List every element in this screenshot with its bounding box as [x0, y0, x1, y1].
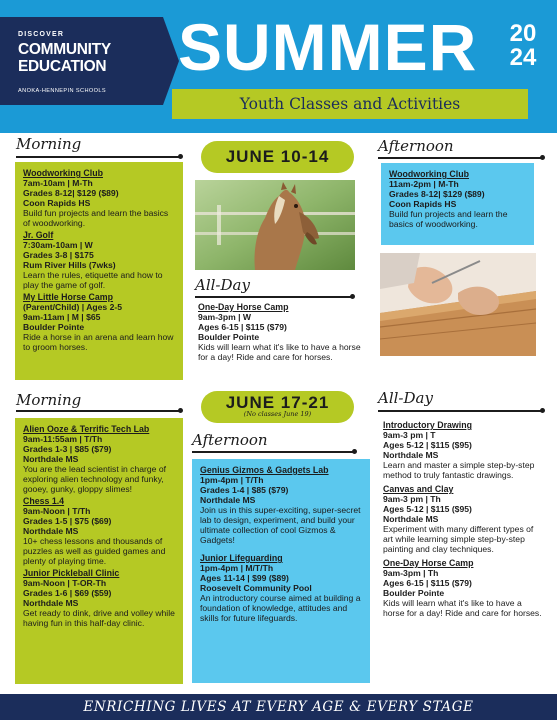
course-title[interactable]: Woodworking Club: [389, 169, 469, 179]
divider-line: [16, 156, 181, 158]
course-description: Learn and master a simple step-by-step method to truly fantastic drawings.: [383, 460, 535, 480]
course-description: You are the lead scientist in charge of exploring alien technology and funky, gooey, gunky, gloppy slimes!: [23, 464, 167, 494]
course-location: Coon Rapids HS: [23, 198, 91, 208]
divider-line: [378, 157, 543, 159]
page-title: SUMMER: [178, 10, 478, 84]
divider-dot: [178, 408, 183, 413]
course-schedule: 7:30am-10am | W: [23, 240, 93, 250]
course-title[interactable]: Woodworking Club: [23, 168, 103, 178]
week2-date: JUNE 17-21: [225, 393, 330, 412]
week1-morning-heading: Morning: [16, 135, 82, 153]
week2-morning-box: [15, 418, 183, 684]
course-description: Build fun projects and learn the basics of woodworking.: [389, 209, 508, 229]
course-title[interactable]: My Little Horse Camp: [23, 292, 113, 302]
course-description: Experiment with many different types of art while learning simple step-by-step painting and clay techniques.: [383, 524, 534, 554]
course-ages-price: Ages 11-14 | $99 ($89): [200, 573, 289, 583]
course-title[interactable]: Chess 1.4: [23, 496, 65, 506]
divider-line: [16, 410, 181, 412]
course-description: Build fun projects and learn the basics of woodworking.: [23, 208, 169, 228]
course-title[interactable]: One-Day Horse Camp: [383, 558, 474, 568]
course-grades-price: Grades 1-6 | $69 ($59): [23, 588, 112, 598]
course-grades-price: Grades 8-12| $129 ($89): [23, 188, 119, 198]
woodworking-photo: [380, 253, 536, 356]
week2-afternoon-heading: Afternoon: [192, 431, 268, 449]
page-subtitle: Youth Classes and Activities: [239, 95, 461, 113]
course-description: Get ready to dink, drive and volley while having fun in this half-day clinic.: [23, 608, 175, 628]
course-title[interactable]: Alien Ooze & Terrific Tech Lab: [23, 424, 150, 434]
course-card: [23, 424, 177, 494]
course-card: [23, 230, 177, 290]
course-location: Northdale MS: [23, 454, 79, 464]
course-schedule: 9am-3 pm | Th: [383, 494, 441, 504]
year-label: 2024: [509, 20, 537, 71]
course-description: Join us in this super-exciting, super-secret lab to design, experiment, and build your ultimate collection of cool Gizmos & Gadgets!: [200, 505, 361, 545]
week2-morning-heading: Morning: [16, 391, 82, 409]
course-ages-price: Ages 6-15 | $115 ($79): [383, 578, 472, 588]
course-grades-price: Grades 8-12| $129 ($89): [389, 189, 485, 199]
course-location: Boulder Pointe: [383, 588, 445, 598]
course-location: Northdale MS: [23, 526, 79, 536]
footer-banner: [0, 694, 557, 720]
course-location: Northdale MS: [23, 598, 79, 608]
course-title[interactable]: Junior Lifeguarding: [200, 553, 283, 563]
divider-dot: [178, 154, 183, 159]
course-title[interactable]: Introductory Drawing: [383, 420, 472, 430]
week2-allday-heading: All-Day: [378, 389, 433, 407]
course-card: [23, 496, 177, 566]
week1-allday-heading: All-Day: [195, 276, 250, 294]
course-location: Boulder Pointe: [198, 332, 260, 342]
course-card: [200, 553, 364, 623]
course-location: Boulder Pointe: [23, 322, 85, 332]
course-title[interactable]: Genius Gizmos & Gadgets Lab: [200, 465, 329, 475]
course-title[interactable]: Canvas and Clay: [383, 484, 454, 494]
logo-district: ANOKA-HENNEPIN SCHOOLS: [18, 88, 107, 94]
course-description: Learn the rules, etiquette and how to play the game of golf.: [23, 270, 163, 290]
footer-tagline: ENRICHING LIVES AT EVERY AGE & EVERY STAGE: [83, 699, 474, 715]
course-schedule: 11am-2pm | M-Th: [389, 179, 459, 189]
course-location: Northdale MS: [383, 514, 439, 524]
week1-date: JUNE 10-14: [225, 147, 330, 166]
subtitle-bar: [172, 89, 528, 119]
week1-allday-block: [192, 298, 372, 364]
week2-afternoon-box: [192, 459, 370, 683]
course-title[interactable]: Jr. Golf: [23, 230, 54, 240]
week1-afternoon-box: [381, 163, 534, 245]
course-title[interactable]: One-Day Horse Camp: [198, 302, 289, 312]
course-card: [23, 292, 177, 352]
divider-line: [192, 451, 355, 453]
divider-dot: [352, 449, 357, 454]
course-description: Ride a horse in an arena and learn how to groom horses.: [23, 332, 174, 352]
week1-afternoon-heading: Afternoon: [378, 137, 454, 155]
course-schedule: 1pm-4pm | T/Th: [200, 475, 264, 485]
course-location: Northdale MS: [383, 450, 439, 460]
course-grades-price: Grades 3-8 | $175: [23, 250, 94, 260]
community-education-logo: [0, 17, 163, 105]
course-description: An introductory course aimed at building a foundation of knowledge, attitudes and skills for future lifeguards.: [200, 593, 361, 623]
course-location: Roosevelt Community Pool: [200, 583, 312, 593]
week2-date-note: (No classes June 19): [243, 410, 312, 418]
divider-line: [378, 410, 543, 412]
course-ages-price: Ages 6-15 | $115 ($79): [198, 322, 287, 332]
course-card: [198, 302, 368, 362]
logo-discover: DISCOVER: [18, 31, 65, 38]
course-card: [383, 558, 545, 618]
course-card: [23, 168, 177, 228]
course-title[interactable]: Junior Pickleball Clinic: [23, 568, 120, 578]
course-schedule: 9am-Noon | T/Th: [23, 506, 91, 516]
course-grades-price: Grades 1-3 | $85 ($79): [23, 444, 112, 454]
course-ages-price: Ages 5-12 | $115 ($95): [383, 440, 472, 450]
course-card: [383, 484, 545, 554]
divider-dot: [540, 155, 545, 160]
course-card: [23, 568, 177, 628]
course-schedule: 9am-11:55am | T/Th: [23, 434, 103, 444]
course-description: Kids will learn what it's like to have a horse for a day! Ride and care for horses.: [383, 598, 542, 618]
course-grades-price: Grades 1-5 | $75 ($69): [23, 516, 112, 526]
course-ages-price: Ages 5-12 | $115 ($95): [383, 504, 472, 514]
week2-date-pill: [201, 391, 354, 423]
course-schedule: 9am-3pm | W: [198, 312, 252, 322]
logo-community-education: COMMUNITY EDUCATION: [18, 41, 111, 75]
divider-dot: [540, 408, 545, 413]
course-schedule: 1pm-4pm | M/T/Th: [200, 563, 274, 573]
course-schedule-price: 9am-11am | M | $65: [23, 312, 101, 322]
horse-photo: [195, 180, 355, 270]
course-schedule: 9am-3pm | Th: [383, 568, 439, 578]
course-description: Kids will learn what it's like to have a horse for a day! Ride and care for horses.: [198, 342, 361, 362]
course-location: Northdale MS: [200, 495, 256, 505]
course-location: Rum River Hills (7wks): [23, 260, 116, 270]
course-location: Coon Rapids HS: [389, 199, 457, 209]
course-description: 10+ chess lessons and thousands of puzzles as well as guided games and plenty of playing time.: [23, 536, 166, 566]
course-schedule: 9am-3 pm | T: [383, 430, 436, 440]
course-ages: (Parent/Child) | Ages 2-5: [23, 302, 123, 312]
course-schedule: 9am-Noon | T-OR-Th: [23, 578, 107, 588]
course-grades-price: Grades 1-4 | $85 ($79): [200, 485, 289, 495]
course-card: [389, 169, 528, 229]
course-card: [383, 420, 545, 480]
course-card: [200, 465, 364, 545]
week2-allday-block: [377, 416, 549, 620]
week1-morning-box: [15, 162, 183, 380]
course-schedule: 7am-10am | M-Th: [23, 178, 93, 188]
week1-date-pill: [201, 141, 354, 173]
